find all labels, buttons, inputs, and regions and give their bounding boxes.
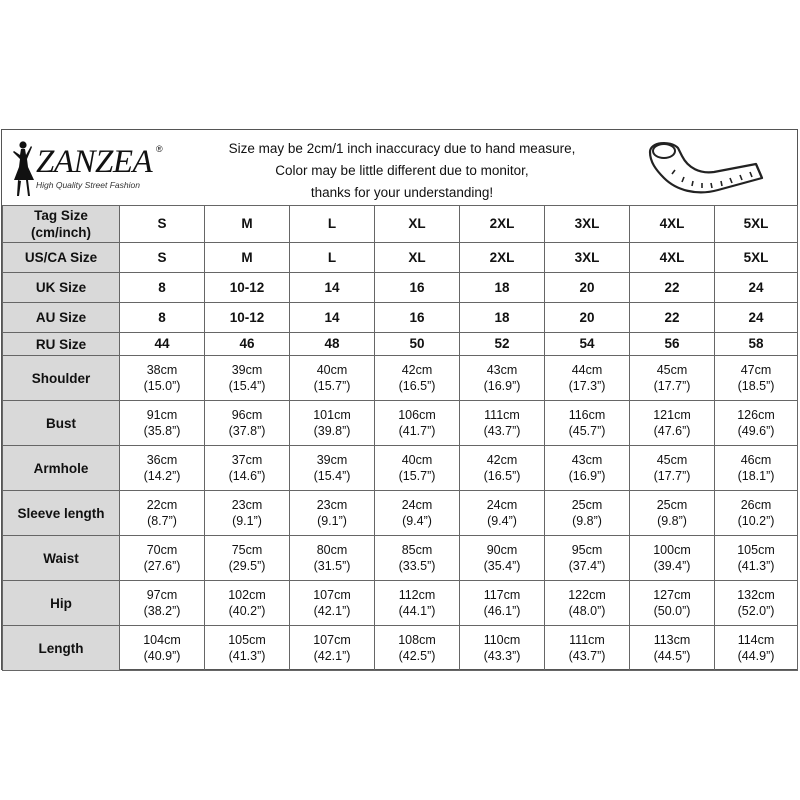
size-cell: 56 [630, 333, 715, 356]
cm-value: 70cm [146, 543, 178, 557]
inch-value: (38.2”) [143, 604, 181, 618]
table-row [3, 273, 798, 303]
size-cell: XL [375, 243, 460, 273]
cm-value: 85cm [401, 543, 433, 557]
size-cell: 4XL [630, 243, 715, 273]
measurement-cell [120, 356, 205, 401]
cm-value: 23cm [231, 498, 263, 512]
measuring-tape-icon [642, 134, 767, 200]
size-cell: 10-12 [205, 273, 290, 303]
inch-value: (16.5”) [398, 379, 436, 393]
measurement-cell [120, 536, 205, 581]
cm-value: 43cm [486, 363, 518, 377]
inch-value: (31.5”) [313, 559, 351, 573]
table-row [3, 206, 798, 243]
inch-value: (15.0”) [143, 379, 181, 393]
measurement-cell [715, 356, 798, 401]
brand-logo [8, 140, 178, 200]
size-cell: 58 [715, 333, 798, 356]
inch-value: (9.4”) [402, 514, 432, 528]
measurement-cell [545, 491, 630, 536]
size-cell: 14 [290, 273, 375, 303]
inch-value: (37.8”) [228, 424, 266, 438]
cm-value: 80cm [316, 543, 348, 557]
inch-value: (52.0”) [737, 604, 775, 618]
size-cell: 4XL [630, 206, 715, 243]
measurement-cell [290, 581, 375, 626]
measurement-cell [460, 356, 545, 401]
size-cell: 5XL [715, 206, 798, 243]
cm-value: 90cm [486, 543, 518, 557]
notice-line: Size may be 2cm/1 inch inaccuracy due to hand measure, [228, 141, 576, 156]
inch-value: (16.9”) [568, 469, 606, 483]
measurement-cell [545, 401, 630, 446]
measurement-cell [120, 581, 205, 626]
cm-value: 102cm [228, 588, 266, 602]
size-cell: 10-12 [205, 303, 290, 333]
measurement-cell [715, 626, 798, 671]
cm-value: 39cm [231, 363, 263, 377]
table-row [3, 446, 798, 491]
cm-value: 126cm [737, 408, 775, 422]
size-cell: 16 [375, 303, 460, 333]
inch-value: (15.7”) [398, 469, 436, 483]
table-row [3, 401, 798, 446]
cm-value: 111cm [484, 408, 520, 422]
measurement-cell [715, 446, 798, 491]
measurement-cell [290, 536, 375, 581]
cm-value: 111cm [569, 633, 605, 647]
cm-value: 37cm [231, 453, 263, 467]
inch-value: (16.9”) [483, 379, 521, 393]
inch-value: (14.2”) [143, 469, 181, 483]
inch-value: (41.3”) [737, 559, 775, 573]
inch-value: (9.1”) [232, 514, 262, 528]
size-cell: M [205, 243, 290, 273]
cm-value: 91cm [146, 408, 178, 422]
measurement-cell [630, 581, 715, 626]
measurement-cell [290, 401, 375, 446]
inch-value: (17.3”) [568, 379, 606, 393]
inch-value: (29.5”) [228, 559, 266, 573]
cm-value: 116cm [568, 408, 606, 422]
cm-value: 44cm [571, 363, 603, 377]
measurement-cell [290, 626, 375, 671]
table-row [3, 491, 798, 536]
measurement-cell [460, 581, 545, 626]
measurement-cell [460, 626, 545, 671]
row-label: Length [3, 626, 120, 671]
table-row [3, 536, 798, 581]
cm-value: 40cm [401, 453, 433, 467]
cm-value: 107cm [313, 633, 351, 647]
inch-value: (9.8”) [572, 514, 602, 528]
cm-value: 45cm [656, 363, 688, 377]
measurement-cell [545, 446, 630, 491]
size-cell: L [290, 243, 375, 273]
cm-value: 38cm [146, 363, 178, 377]
measurement-notice [197, 138, 607, 204]
row-label: Hip [3, 581, 120, 626]
cm-value: 42cm [401, 363, 433, 377]
notice-line: Color may be little different due to monitor, [275, 163, 529, 178]
inch-value: (43.3”) [483, 649, 521, 663]
measurement-cell [460, 491, 545, 536]
measurement-cell [375, 491, 460, 536]
measurement-cell [630, 356, 715, 401]
cm-value: 24cm [401, 498, 433, 512]
cm-value: 105cm [228, 633, 266, 647]
table-row [3, 626, 798, 671]
cm-value: 25cm [571, 498, 603, 512]
cm-value: 108cm [398, 633, 436, 647]
measurement-cell [715, 536, 798, 581]
inch-value: (42.1”) [313, 649, 351, 663]
inch-value: (35.4”) [483, 559, 521, 573]
measurement-cell [290, 356, 375, 401]
row-label: Armhole [3, 446, 120, 491]
cm-value: 25cm [656, 498, 688, 512]
inch-value: (41.7”) [398, 424, 436, 438]
row-label: UK Size [3, 273, 120, 303]
notice-line: thanks for your understanding! [310, 185, 494, 200]
cm-value: 24cm [486, 498, 518, 512]
measurement-cell [205, 446, 290, 491]
size-cell: 52 [460, 333, 545, 356]
size-cell: 8 [120, 273, 205, 303]
size-cell: 50 [375, 333, 460, 356]
size-cell: 2XL [460, 206, 545, 243]
inch-value: (17.7”) [653, 469, 691, 483]
inch-value: (49.6”) [737, 424, 775, 438]
cm-value: 45cm [656, 453, 688, 467]
measurement-cell [120, 491, 205, 536]
size-cell: L [290, 206, 375, 243]
cm-value: 97cm [146, 588, 178, 602]
cm-value: 132cm [737, 588, 775, 602]
measurement-cell [205, 536, 290, 581]
cm-value: 46cm [740, 453, 772, 467]
brand-tagline: High Quality Street Fashion [36, 180, 140, 190]
measurement-cell [375, 536, 460, 581]
measurement-cell [205, 401, 290, 446]
inch-value: (48.0”) [568, 604, 606, 618]
size-chart [1, 129, 798, 670]
row-label: Tag Size (cm/inch) [3, 206, 120, 243]
inch-value: (44.9”) [737, 649, 775, 663]
row-label: AU Size [3, 303, 120, 333]
inch-value: (15.7”) [313, 379, 351, 393]
size-cell: M [205, 206, 290, 243]
brand-name: ZANZEA [36, 144, 153, 180]
measurement-cell [375, 356, 460, 401]
inch-value: (43.7”) [483, 424, 521, 438]
row-label: RU Size [3, 333, 120, 356]
cm-value: 42cm [486, 453, 518, 467]
measurement-cell [460, 446, 545, 491]
cm-value: 101cm [313, 408, 351, 422]
cm-value: 75cm [231, 543, 263, 557]
measurement-cell [630, 536, 715, 581]
cm-value: 122cm [568, 588, 606, 602]
cm-value: 110cm [483, 633, 521, 647]
measurement-cell [460, 401, 545, 446]
inch-value: (47.6”) [653, 424, 691, 438]
size-cell: 48 [290, 333, 375, 356]
chart-header [2, 130, 797, 206]
cm-value: 43cm [571, 453, 603, 467]
measurement-cell [630, 401, 715, 446]
size-cell: 22 [630, 303, 715, 333]
inch-value: (44.1”) [398, 604, 436, 618]
measurement-cell [630, 626, 715, 671]
inch-value: (43.7”) [568, 649, 606, 663]
measurement-cell [460, 536, 545, 581]
size-cell: S [120, 206, 205, 243]
size-cell: 3XL [545, 206, 630, 243]
inch-value: (37.4”) [568, 559, 606, 573]
measurement-cell [205, 356, 290, 401]
measurement-cell [205, 491, 290, 536]
inch-value: (40.2”) [228, 604, 266, 618]
inch-value: (18.1”) [737, 469, 775, 483]
measurement-cell [630, 491, 715, 536]
inch-value: (42.1”) [313, 604, 351, 618]
measurement-cell [630, 446, 715, 491]
row-label: Bust [3, 401, 120, 446]
inch-value: (17.7”) [653, 379, 691, 393]
inch-value: (46.1”) [483, 604, 521, 618]
cm-value: 113cm [653, 633, 691, 647]
row-label: Sleeve length [3, 491, 120, 536]
table-row [3, 243, 798, 273]
inch-value: (33.5”) [398, 559, 436, 573]
measurement-cell [715, 581, 798, 626]
inch-value: (15.4”) [228, 379, 266, 393]
table-row [3, 581, 798, 626]
size-table [2, 205, 798, 671]
measurement-cell [545, 626, 630, 671]
registered-mark: ® [156, 144, 163, 154]
size-cell: 22 [630, 273, 715, 303]
cm-value: 112cm [398, 588, 436, 602]
inch-value: (10.2”) [737, 514, 775, 528]
cm-value: 26cm [740, 498, 772, 512]
measurement-cell [375, 581, 460, 626]
cm-value: 96cm [231, 408, 263, 422]
inch-value: (8.7”) [147, 514, 177, 528]
inch-value: (27.6”) [143, 559, 181, 573]
measurement-cell [715, 491, 798, 536]
size-cell: 20 [545, 303, 630, 333]
cm-value: 22cm [146, 498, 178, 512]
measurement-cell [545, 536, 630, 581]
inch-value: (42.5”) [398, 649, 436, 663]
size-cell: 24 [715, 273, 798, 303]
inch-value: (14.6”) [228, 469, 266, 483]
table-row [3, 333, 798, 356]
size-cell: 18 [460, 303, 545, 333]
model-silhouette-icon [8, 140, 36, 198]
cm-value: 47cm [740, 363, 772, 377]
inch-value: (16.5”) [483, 469, 521, 483]
cm-value: 40cm [316, 363, 348, 377]
inch-value: (44.5”) [653, 649, 691, 663]
size-cell: 8 [120, 303, 205, 333]
measurement-cell [120, 626, 205, 671]
size-cell: 20 [545, 273, 630, 303]
cm-value: 114cm [737, 633, 775, 647]
size-cell: S [120, 243, 205, 273]
size-cell: 54 [545, 333, 630, 356]
row-label: Shoulder [3, 356, 120, 401]
measurement-cell [290, 491, 375, 536]
inch-value: (50.0”) [653, 604, 691, 618]
inch-value: (35.8”) [143, 424, 181, 438]
inch-value: (39.4”) [653, 559, 691, 573]
measurement-cell [375, 626, 460, 671]
inch-value: (18.5”) [737, 379, 775, 393]
size-cell: 16 [375, 273, 460, 303]
size-cell: 46 [205, 333, 290, 356]
cm-value: 39cm [316, 453, 348, 467]
measurement-cell [120, 401, 205, 446]
cm-value: 23cm [316, 498, 348, 512]
table-row [3, 356, 798, 401]
cm-value: 106cm [398, 408, 436, 422]
inch-value: (9.4”) [487, 514, 517, 528]
measurement-cell [545, 356, 630, 401]
measurement-cell [375, 401, 460, 446]
cm-value: 127cm [653, 588, 691, 602]
cm-value: 105cm [737, 543, 775, 557]
row-label: Waist [3, 536, 120, 581]
size-cell: 2XL [460, 243, 545, 273]
cm-value: 121cm [653, 408, 691, 422]
table-row [3, 303, 798, 333]
measurement-cell [715, 401, 798, 446]
size-cell: XL [375, 206, 460, 243]
measurement-cell [120, 446, 205, 491]
size-cell: 18 [460, 273, 545, 303]
size-cell: 3XL [545, 243, 630, 273]
inch-value: (9.8”) [657, 514, 687, 528]
cm-value: 95cm [571, 543, 603, 557]
inch-value: (39.8”) [313, 424, 351, 438]
measurement-cell [375, 446, 460, 491]
measurement-cell [205, 581, 290, 626]
cm-value: 100cm [653, 543, 691, 557]
cm-value: 117cm [483, 588, 521, 602]
inch-value: (40.9”) [143, 649, 181, 663]
inch-value: (15.4”) [313, 469, 351, 483]
cm-value: 107cm [313, 588, 351, 602]
measurement-cell [545, 581, 630, 626]
size-cell: 14 [290, 303, 375, 333]
measurement-cell [205, 626, 290, 671]
inch-value: (41.3”) [228, 649, 266, 663]
inch-value: (45.7”) [568, 424, 606, 438]
size-cell: 5XL [715, 243, 798, 273]
row-label: US/CA Size [3, 243, 120, 273]
size-cell: 24 [715, 303, 798, 333]
cm-value: 36cm [146, 453, 178, 467]
inch-value: (9.1”) [317, 514, 347, 528]
cm-value: 104cm [143, 633, 181, 647]
size-cell: 44 [120, 333, 205, 356]
measurement-cell [290, 446, 375, 491]
